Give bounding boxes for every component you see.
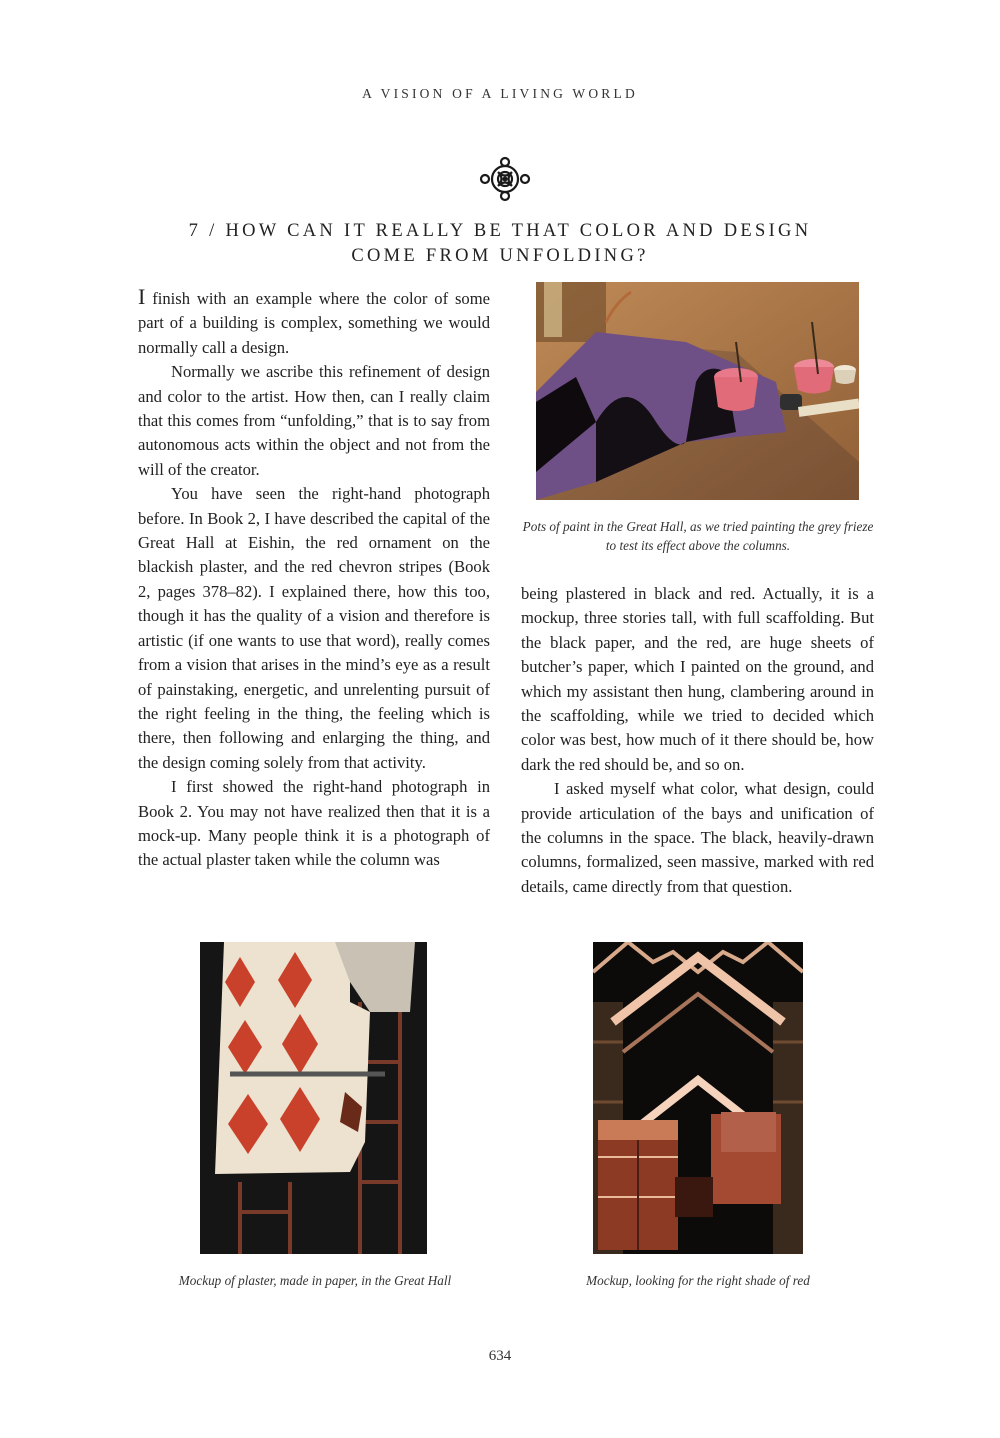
drop-cap: I (138, 284, 146, 309)
section-title-line-1: 7 / HOW CAN IT REALLY BE THAT COLOR AND DESIGN (188, 221, 812, 241)
right-paragraph-2: I asked myself what color, what design, could provide articulation of the bays and unification of the columns in the space. The black, heavily-drawn columns, formalized, seen massive, marked with red details, came directly from that question. (521, 779, 874, 896)
section-title-line-2: COME FROM UNFOLDING? (351, 246, 649, 266)
section-title (100, 219, 900, 269)
paragraph-1-text: finish with an example where the color of some part of a building is complex, something we would normally call a design. (138, 289, 490, 357)
left-text-column (138, 284, 490, 873)
paragraph-2: Normally we ascribe this refinement of design and color to the artist. How then, can I really claim that this comes from “unfolding,” that is to say from autonomous acts within the object and not from the will of the creator. (138, 362, 490, 479)
running-head: A VISION OF A LIVING WORLD (362, 86, 638, 101)
page-number: 634 (488, 1348, 512, 1364)
right-paragraph-1: being plastered in black and red. Actually, it is a mockup, three stories tall, with full scaffolding. But the black paper, and the red, are huge sheets of butcher’s paper, which I painted on the ground, and which my assistant then hung, clambering around in the scaffolding, while we tried to decided which color was best, how much of it there should be, how dark the red should be, and so on. (521, 584, 874, 774)
caption-red-shade-mockup: Mockup, looking for the right shade of red (586, 1273, 810, 1288)
plaster-mockup-photo-drawing (200, 942, 427, 1254)
paragraph-1 (138, 284, 490, 360)
paragraph-3: You have seen the right-hand photograph before. In Book 2, I have described the capital of the Great Hall at Eishin, the red ornament on the blackish plaster, and the red chevron stripes (Book 2, pages 378–82). I explained there, how this too, though it has the quality of a vision and therefore is artistic (if one wants to use that word), really comes from a vision that arises in the mind’s eye as a result of painstaking, energetic, and unrelenting pursuit of the right feeling in the thing, the feeling which is there, then following and enlarging the thing, and the design coming solely from that activity. (138, 484, 490, 772)
photo-red-shade-mockup (593, 942, 803, 1254)
paragraph-4: I first showed the right-hand photograph in Book 2. You may not have realized then that it is a mock-up. Many people think it is a photograph of the actual plaster taken while the column was (138, 777, 490, 870)
red-shade-mockup-photo-drawing (593, 942, 803, 1254)
caption-plaster-mockup: Mockup of plaster, made in paper, in the Great Hall (178, 1273, 452, 1288)
celtic-knot-ornament-icon (478, 156, 532, 202)
paint-pots-photo-drawing (536, 282, 859, 500)
caption-paint-pots: Pots of paint in the Great Hall, as we tried painting the grey frieze to test its effect above the columns. (522, 519, 874, 553)
right-text-column (521, 582, 874, 899)
photo-plaster-mockup (200, 942, 427, 1254)
photo-paint-pots (536, 282, 859, 500)
